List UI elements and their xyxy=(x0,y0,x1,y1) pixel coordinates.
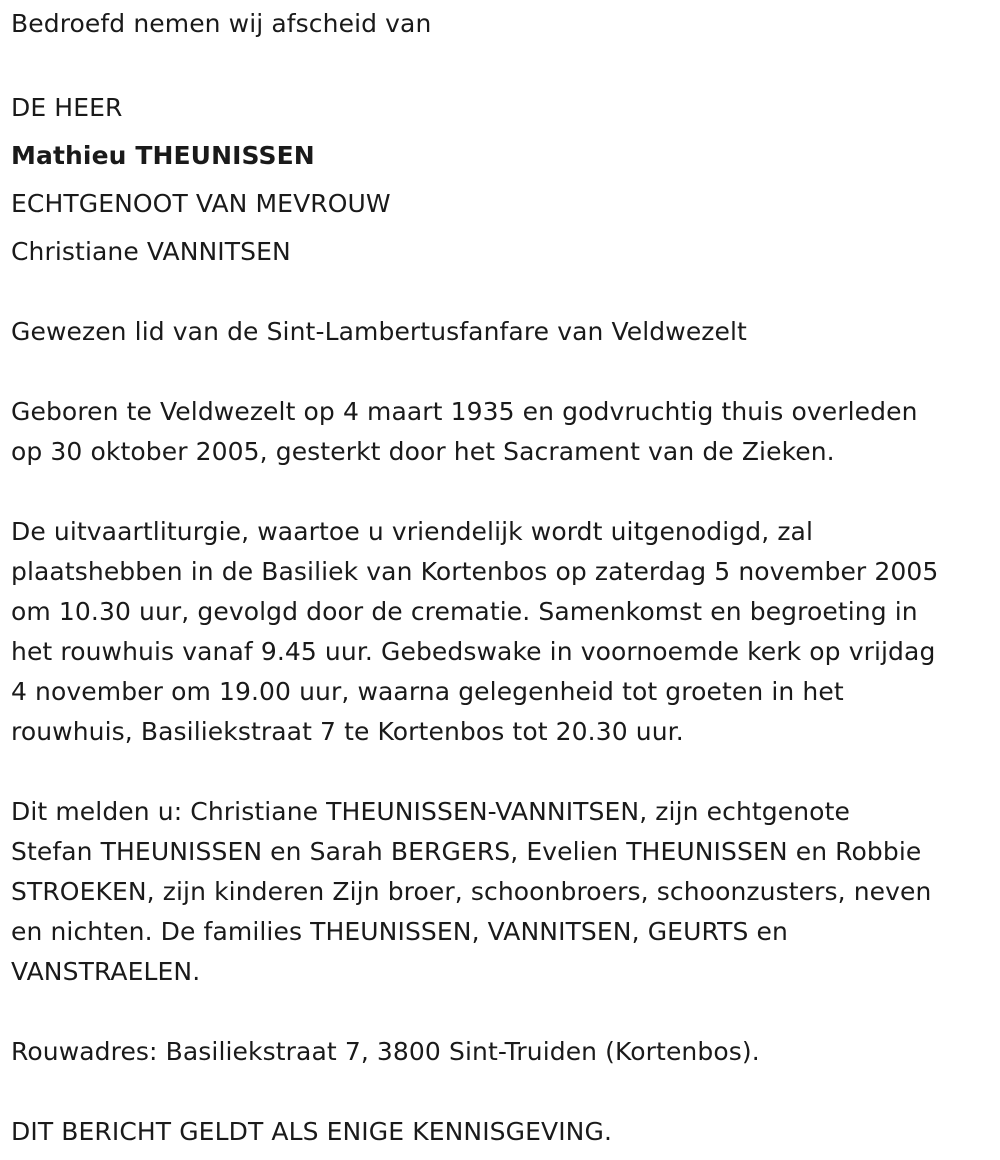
spouse-relation: ECHTGENOOT VAN MEVROUW xyxy=(11,189,391,218)
death-notice xyxy=(11,4,996,1152)
paragraph-line: Dit melden u: Christiane THEUNISSEN-VANNITSEN, zijn echtgenote xyxy=(11,797,850,826)
funeral-paragraph xyxy=(11,512,996,752)
intro-text: Bedroefd nemen wij afscheid van xyxy=(11,9,432,38)
paragraph-line: plaatshebben in de Basiliek van Kortenbos op zaterdag 5 november 2005 xyxy=(11,557,939,586)
paragraph-line: om 10.30 uur, gevolgd door de crematie. Samenkomst en begroeting in xyxy=(11,597,918,626)
spacer xyxy=(11,44,996,84)
paragraph-line: Geboren te Veldwezelt op 4 maart 1935 en godvruchtig thuis overleden xyxy=(11,397,918,426)
birth-death-paragraph xyxy=(11,392,996,472)
paragraph-line: rouwhuis, Basiliekstraat 7 te Kortenbos tot 20.30 uur. xyxy=(11,717,684,746)
family-paragraph xyxy=(11,792,996,992)
paragraph-line: De uitvaartliturgie, waartoe u vriendelijk wordt uitgenodigd, zal xyxy=(11,517,814,546)
spacer xyxy=(11,1072,996,1112)
paragraph-line: op 30 oktober 2005, gesterkt door het Sacrament van de Zieken. xyxy=(11,437,835,466)
spacer xyxy=(11,752,996,792)
deceased-name: Mathieu THEUNISSEN xyxy=(11,141,315,170)
spacer xyxy=(11,352,996,392)
spouse-name: Christiane VANNITSEN xyxy=(11,237,291,266)
paragraph-line: Stefan THEUNISSEN en Sarah BERGERS, Evelien THEUNISSEN en Robbie xyxy=(11,837,922,866)
paragraph-line: STROEKEN, zijn kinderen Zijn broer, schoonbroers, schoonzusters, neven xyxy=(11,877,932,906)
paragraph-line: het rouwhuis vanaf 9.45 uur. Gebedswake in voornoemde kerk op vrijdag xyxy=(11,637,936,666)
paragraph-line: en nichten. De families THEUNISSEN, VANNITSEN, GEURTS en xyxy=(11,917,788,946)
paragraph-line: VANSTRAELEN. xyxy=(11,957,201,986)
spacer xyxy=(11,472,996,512)
title-prefix: DE HEER xyxy=(11,93,123,122)
paragraph-line: 4 november om 19.00 uur, waarna gelegenheid tot groeten in het xyxy=(11,677,844,706)
membership-text: Gewezen lid van de Sint-Lambertusfanfare van Veldwezelt xyxy=(11,317,747,346)
spacer xyxy=(11,276,996,312)
closing-text: DIT BERICHT GELDT ALS ENIGE KENNISGEVING. xyxy=(11,1117,612,1146)
address-text: Rouwadres: Basiliekstraat 7, 3800 Sint-Truiden (Kortenbos). xyxy=(11,1037,760,1066)
spacer xyxy=(11,992,996,1032)
